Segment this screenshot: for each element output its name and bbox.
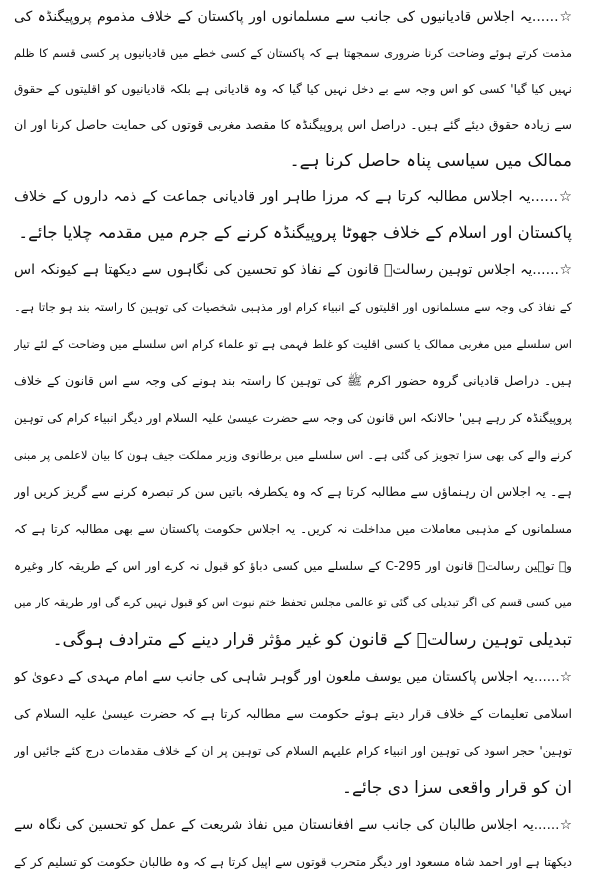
text-line: کے نفاذ کی وجہ سے مسلمانوں اور اقلیتوں کے انبیاء کرام اور مذہبی شخصیات کی توہین کا راستہ بند ہو جاتا ہے۔ [14,300,572,314]
text-line: اسلامی تعلیمات کے خلاف قرار دیتے ہوئے حکومت سے مطالبہ کرتا ہے کہ حضرت عیسیٰ علیہ السلام کی [14,706,572,721]
text-line: میں کسی قسم کی اگر تبدیلی کی گئی تو عالمی مجلس تحفظ ختم نبوت اس کو قبول نہیں کرے گی اور طریقہ کار میں [14,596,572,609]
text-line: ☆......یہ اجلاس توہین رسالتؐ قانون کے نفاذ کو تحسین کی نگاہوں سے دیکھتا ہے کیونکہ اس [14,262,572,278]
text-line: تبدیلی توہین رسالتؐ کے قانون کو غیر مؤثر قرار دینے کے مترادف ہوگی۔ [52,630,572,650]
text-line: وہ توہین رسالتؐ قانون اور C-295 کے سلسلے میں کسی دباؤ کو قبول نہ کرے اور اس کے طریقہ کار وغیرہ [14,559,572,573]
text-line: ممالک میں سیاسی پناہ حاصل کرنا ہے۔ [289,151,572,171]
text-line: مذمت کرتے ہوئے وضاحت کرنا ضروری سمجھتا ہے کہ پاکستان کے کسی خطے میں قادیانیوں پر کسی قسم کا ظلم [14,46,572,60]
text-line: پاکستان اور اسلام کے خلاف جھوٹا پروپیگنڈہ کرنے کے جرم میں مقدمہ چلایا جائے۔ [18,223,572,242]
text-line: مسلمانوں کے مذہبی معاملات میں مداخلت نہ کریں۔ یہ اجلاس حکومت پاکستان سے بھی مطالبہ کرتا ہے کہ [14,522,572,536]
text-line: سے زیادہ حقوق دیئے گئے ہیں۔ دراصل اس پروپیگنڈہ کا مقصد مغربی قوتوں کی حمایت حاصل کرنا اور ان [14,117,572,132]
text-line: ہیں۔ دراصل قادیانی گروہ حضور اکرم ﷺ کی توہین کا راستہ بند ہونے کی وجہ سے اس قانون کے خلاف [14,373,572,388]
text-line: توہین' حجر اسود کی توہین اور انبیاء کرام علیہم السلام کی توہین پر ان کے خلاف مقدمات درج کئے جائیں اور [14,744,572,758]
text-line: اس سلسلے میں مغربی ممالک یا کسی اقلیت کو غلط فہمی ہے تو علماء کرام اس سلسلے میں وضاحت کے لئے تیار [14,337,572,351]
text-line: پروپیگنڈہ کر رہے ہیں' حالانکہ اس قانون کی وجہ سے حضرت عیسیٰ علیہ السلام اور دیگر انبیاء کرام کی توہین [14,411,572,425]
text-line: ☆......یہ اجلاس پاکستان میں یوسف ملعون اور گوہر شاہی کی جانب سے امام مہدی کے دعویٰ کو [14,669,572,685]
text-line: ہے۔ یہ اجلاس ان رہنماؤں سے مطالبہ کرتا ہے کہ وہ یکطرفہ باتیں سن کر تبصرہ کرنے سے گریز کریں اور [14,484,572,499]
text-line: ☆......یہ اجلاس طالبان کی جانب سے افغانستان میں نفاذ شریعت کے عمل کو تحسین کی نگاہ سے [14,817,572,833]
text-line: ☆......یہ اجلاس مطالبہ کرتا ہے کہ مرزا طاہر اور قادیانی جماعت کے ذمہ داروں کے خلاف [14,189,572,205]
text-line: ان کو قرار واقعی سزا دی جائے۔ [342,778,572,798]
text-line: دیکھتا ہے اور احمد شاہ مسعود اور دیگر متحرب قوتوں سے اپیل کرتا ہے کہ وہ طالبان حکومت کو تسلیم کر کے [14,855,572,869]
text-line: نہیں کیا گیا' کسی کو اس وجہ سے بے دخل نہیں کیا گیا کہ وہ قادیانی ہے بلکہ قادیانیوں کو اقلیتوں کے حقوق [14,82,572,96]
text-line: کرنے والے کی بھی سزا تجویز کی گئی ہے۔ اس سلسلے میں برطانوی وزیر مملکت جیف ہون کا بیان لاعلمی پر مبنی [14,448,572,462]
text-line: ☆......یہ اجلاس قادیانیوں کی جانب سے مسلمانوں اور پاکستان کے خلاف مذموم پروپیگنڈہ کی [14,9,572,25]
